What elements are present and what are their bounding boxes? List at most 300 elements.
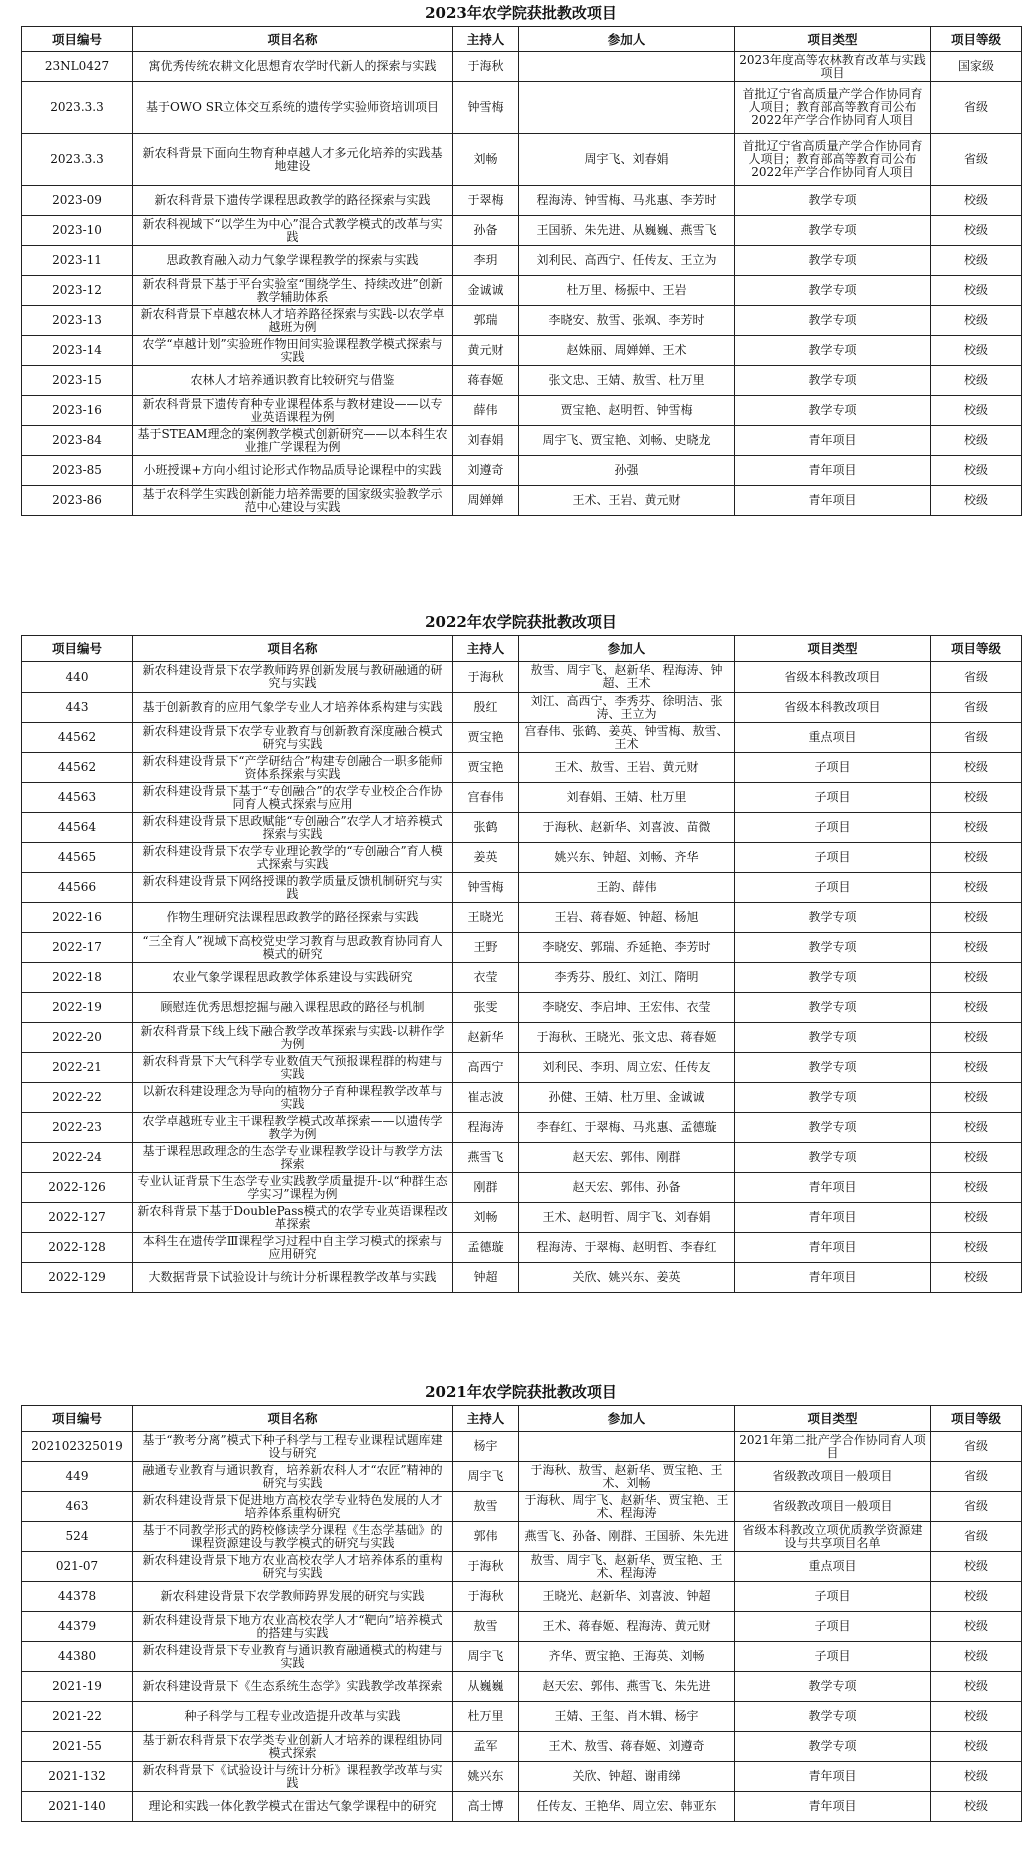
cell-project-type: 青年项目 — [735, 1203, 931, 1233]
cell-project-name: 新农科背景下线上线下融合教学改革探索与实践-以耕作学为例 — [133, 1023, 453, 1053]
cell-project-name: 农业气象学课程思政教学体系建设与实践研究 — [133, 963, 453, 993]
cell-participants: 程海涛、钟雪梅、马兆惠、李芳时 — [519, 186, 735, 216]
cell-project-level: 校级 — [931, 1792, 1022, 1822]
table-row — [22, 1143, 1022, 1173]
cell-project-name: 大数据背景下试验设计与统计分析课程教学改革与实践 — [133, 1263, 453, 1293]
table-row — [22, 246, 1022, 276]
cell-project-type: 省级本科教改项目 — [735, 662, 931, 693]
cell-project-name: 新农科建设背景下地方农业高校农学人才“靶向”培养模式的搭建与实践 — [133, 1612, 453, 1642]
cell-participants: 王术、蒋春姬、程海涛、黄元财 — [519, 1612, 735, 1642]
cell-participants: 王国骄、朱先进、从巍巍、燕雪飞 — [519, 216, 735, 246]
table-row — [22, 1732, 1022, 1762]
header-cell: 项目类型 — [735, 1406, 931, 1432]
cell-project-level: 省级 — [931, 1432, 1022, 1462]
cell-project-type: 2023年度高等农林教育改革与实践项目 — [735, 52, 931, 82]
table-row — [22, 486, 1022, 516]
cell-project-name: 农学“卓越计划”实验班作物田间实验课程教学模式探索与实践 — [133, 336, 453, 366]
cell-project-type: 教学专项 — [735, 1672, 931, 1702]
cell-project-level: 校级 — [931, 1672, 1022, 1702]
cell-project-name: 基于创新教育的应用气象学专业人才培养体系构建与实践 — [133, 693, 453, 723]
cell-project-type: 重点项目 — [735, 1552, 931, 1582]
cell-participants: 孙健、王婧、杜万里、金诚诚 — [519, 1083, 735, 1113]
cell-project-id: 2021-55 — [22, 1732, 133, 1762]
cell-participants: 姚兴东、钟超、刘畅、齐华 — [519, 843, 735, 873]
cell-project-id: 2023-10 — [22, 216, 133, 246]
cell-host: 周宇飞 — [453, 1642, 519, 1672]
cell-project-name: 新农科建设背景下促进地方高校农学专业特色发展的人才培养体系重构研究 — [133, 1492, 453, 1522]
cell-project-type: 教学专项 — [735, 246, 931, 276]
cell-participants: 王术、赵明哲、周宇飞、刘春娟 — [519, 1203, 735, 1233]
section-title: 2021年农学院获批教改项目 — [425, 1383, 617, 1401]
cell-project-id: 2022-129 — [22, 1263, 133, 1293]
cell-participants: 刘春娟、王婧、杜万里 — [519, 783, 735, 813]
cell-project-name: 新农科建设背景下网络授课的教学质量反馈机制研究与实践 — [133, 873, 453, 903]
cell-project-id: 2022-18 — [22, 963, 133, 993]
cell-project-id: 2022-20 — [22, 1023, 133, 1053]
cell-project-name: 本科生在遗传学Ⅲ课程学习过程中自主学习模式的探索与应用研究 — [133, 1233, 453, 1263]
table-row — [22, 1083, 1022, 1113]
table-row — [22, 1522, 1022, 1552]
table-row — [22, 1233, 1022, 1263]
cell-participants: 任传友、王艳华、周立宏、韩亚东 — [519, 1792, 735, 1822]
cell-project-level: 校级 — [931, 783, 1022, 813]
cell-project-name: 新农科背景下《试验设计与统计分析》课程教学改革与实践 — [133, 1762, 453, 1792]
cell-project-type: 省级本科教改立项优质教学资源建设与共享项目名单 — [735, 1522, 931, 1552]
table-row — [22, 52, 1022, 82]
cell-participants: 李晓安、李启坤、王宏伟、衣莹 — [519, 993, 735, 1023]
cell-project-type: 子项目 — [735, 1612, 931, 1642]
cell-project-id: 2023-16 — [22, 396, 133, 426]
cell-project-level: 校级 — [931, 993, 1022, 1023]
cell-participants: 王术、敖雪、王岩、黄元财 — [519, 753, 735, 783]
cell-host: 王野 — [453, 933, 519, 963]
cell-host: 张鹤 — [453, 813, 519, 843]
cell-host: 于翠梅 — [453, 186, 519, 216]
cell-project-name: 基于新农科背景下农学类专业创新人才培养的课程组协同模式探索 — [133, 1732, 453, 1762]
cell-project-name: 思政教育融入动力气象学课程教学的探索与实践 — [133, 246, 453, 276]
table-row — [22, 1642, 1022, 1672]
cell-project-name: 基于不同教学形式的跨校修读学分课程《生态学基础》的课程资源建设与教学模式的研究与实践 — [133, 1522, 453, 1552]
cell-project-name: 新农科建设背景下农学专业教育与创新教育深度融合模式研究与实践 — [133, 723, 453, 753]
cell-host: 蒋春姬 — [453, 366, 519, 396]
table-row — [22, 1552, 1022, 1582]
cell-project-type: 教学专项 — [735, 903, 931, 933]
cell-project-level: 校级 — [931, 276, 1022, 306]
cell-participants: 于海秋、王晓光、张文忠、蒋春姬 — [519, 1023, 735, 1053]
cell-project-id: 2023-13 — [22, 306, 133, 336]
cell-participants: 王婧、王玺、肖木辑、杨宇 — [519, 1702, 735, 1732]
table-row — [22, 693, 1022, 723]
cell-project-name: 新农科建设背景下农学专业理论教学的“专创融合”育人模式探索与实践 — [133, 843, 453, 873]
table-row — [22, 963, 1022, 993]
cell-host: 钟雪梅 — [453, 873, 519, 903]
cell-project-level: 校级 — [931, 186, 1022, 216]
cell-host: 黄元财 — [453, 336, 519, 366]
cell-project-id: 2022-23 — [22, 1113, 133, 1143]
cell-project-name: 新农科背景下基于平台实验室“围绕学生、持续改进”创新教学辅助体系 — [133, 276, 453, 306]
table-row — [22, 1492, 1022, 1522]
cell-project-level: 校级 — [931, 396, 1022, 426]
cell-project-id: 2023-84 — [22, 426, 133, 456]
table-row — [22, 843, 1022, 873]
cell-host: 刘畅 — [453, 134, 519, 186]
cell-project-type: 教学专项 — [735, 933, 931, 963]
cell-project-name: 基于“教考分离”模式下种子科学与工程专业课程试题库建设与研究 — [133, 1432, 453, 1462]
section-title: 2022年农学院获批教改项目 — [425, 613, 617, 631]
cell-project-level: 校级 — [931, 963, 1022, 993]
cell-project-level: 校级 — [931, 1083, 1022, 1113]
cell-project-id: 021-07 — [22, 1552, 133, 1582]
header-cell: 项目等级 — [931, 636, 1022, 662]
cell-project-type: 省级教改项目一般项目 — [735, 1462, 931, 1492]
cell-project-type: 教学专项 — [735, 336, 931, 366]
cell-participants: 贾宝艳、赵明哲、钟雪梅 — [519, 396, 735, 426]
cell-host: 周婵婵 — [453, 486, 519, 516]
cell-project-level: 省级 — [931, 662, 1022, 693]
cell-participants: 王术、王岩、黄元财 — [519, 486, 735, 516]
table-row — [22, 753, 1022, 783]
header-cell: 主持人 — [453, 1406, 519, 1432]
cell-project-type: 教学专项 — [735, 216, 931, 246]
cell-host: 程海涛 — [453, 1113, 519, 1143]
cell-project-name: 农学卓越班专业主干课程教学模式改革探索——以遗传学教学为例 — [133, 1113, 453, 1143]
cell-project-name: 种子科学与工程专业改造提升改革与实践 — [133, 1702, 453, 1732]
table-row — [22, 456, 1022, 486]
cell-project-id: 463 — [22, 1492, 133, 1522]
cell-participants: 关欣、姚兴东、姜英 — [519, 1263, 735, 1293]
cell-project-name: 基于STEAM理念的案例教学模式创新研究——以本科生农业推广学课程为例 — [133, 426, 453, 456]
cell-host: 李玥 — [453, 246, 519, 276]
cell-project-name: 新农科建设背景下《生态系统生态学》实践教学改革探索 — [133, 1672, 453, 1702]
cell-project-type: 教学专项 — [735, 1113, 931, 1143]
cell-participants: 敖雪、周宇飞、赵新华、程海涛、钟超、王术 — [519, 662, 735, 693]
cell-participants: 于海秋、周宇飞、赵新华、贾宝艳、王术、程海涛 — [519, 1492, 735, 1522]
cell-project-name: 新农科建设背景下农学教师跨界创新发展与教研融通的研究与实践 — [133, 662, 453, 693]
cell-project-id: 2023-09 — [22, 186, 133, 216]
cell-project-type: 教学专项 — [735, 396, 931, 426]
cell-project-name: 新农科建设背景下“产学研结合”构建专创融合一职多能师资体系探索与实践 — [133, 753, 453, 783]
header-cell: 项目编号 — [22, 1406, 133, 1432]
cell-host: 刚群 — [453, 1173, 519, 1203]
cell-participants: 李春红、于翠梅、马兆惠、孟德璇 — [519, 1113, 735, 1143]
cell-host: 贾宝艳 — [453, 753, 519, 783]
cell-participants: 周宇飞、贾宝艳、刘畅、史晓龙 — [519, 426, 735, 456]
cell-project-level: 校级 — [931, 456, 1022, 486]
cell-project-level: 省级 — [931, 134, 1022, 186]
cell-participants: 于海秋、敖雪、赵新华、贾宝艳、王术、刘畅 — [519, 1462, 735, 1492]
cell-project-type: 子项目 — [735, 753, 931, 783]
table-row — [22, 396, 1022, 426]
cell-host: 姜英 — [453, 843, 519, 873]
cell-host: 高士博 — [453, 1792, 519, 1822]
cell-participants: 张文忠、王婧、敖雪、杜万里 — [519, 366, 735, 396]
cell-host: 燕雪飞 — [453, 1143, 519, 1173]
header-cell: 参加人 — [519, 1406, 735, 1432]
cell-project-type: 教学专项 — [735, 1053, 931, 1083]
cell-project-id: 2023-85 — [22, 456, 133, 486]
cell-project-id: 2022-17 — [22, 933, 133, 963]
projects-table — [21, 26, 1022, 516]
section-2022 — [21, 609, 1021, 1293]
cell-project-level: 校级 — [931, 1233, 1022, 1263]
cell-host: 金诚诚 — [453, 276, 519, 306]
table-row — [22, 813, 1022, 843]
table-row — [22, 366, 1022, 396]
cell-project-id: 443 — [22, 693, 133, 723]
cell-project-level: 校级 — [931, 216, 1022, 246]
cell-project-name: 新农科建设背景下地方农业高校农学人才培养体系的重构研究与实践 — [133, 1552, 453, 1582]
section-title: 2023年农学院获批教改项目 — [425, 4, 617, 22]
cell-project-name: 新农科建设背景下农学教师跨界发展的研究与实践 — [133, 1582, 453, 1612]
cell-project-level: 校级 — [931, 426, 1022, 456]
table-row — [22, 426, 1022, 456]
cell-project-id: 2022-22 — [22, 1083, 133, 1113]
cell-project-type: 青年项目 — [735, 1173, 931, 1203]
header-cell: 项目名称 — [133, 1406, 453, 1432]
header-cell: 参加人 — [519, 27, 735, 52]
cell-host: 郭伟 — [453, 1522, 519, 1552]
cell-project-name: 顾慰连优秀思想挖掘与融入课程思政的路径与机制 — [133, 993, 453, 1023]
table-row — [22, 336, 1022, 366]
cell-project-name: 基于OWO SR立体交互系统的遗传学实验师资培训项目 — [133, 82, 453, 134]
cell-host: 于海秋 — [453, 1552, 519, 1582]
cell-project-id: 524 — [22, 1522, 133, 1552]
cell-project-name: 作物生理研究法课程思政教学的路径探索与实践 — [133, 903, 453, 933]
header-cell: 参加人 — [519, 636, 735, 662]
cell-host: 从巍巍 — [453, 1672, 519, 1702]
cell-participants: 王岩、蒋春姬、钟超、杨旭 — [519, 903, 735, 933]
cell-participants: 李晓安、郭瑞、乔延艳、李芳时 — [519, 933, 735, 963]
cell-project-type: 青年项目 — [735, 1233, 931, 1263]
section-2023 — [21, 0, 1021, 516]
cell-project-type: 子项目 — [735, 1582, 931, 1612]
cell-project-level: 校级 — [931, 903, 1022, 933]
cell-participants — [519, 52, 735, 82]
cell-project-level: 校级 — [931, 813, 1022, 843]
cell-host: 孟军 — [453, 1732, 519, 1762]
cell-host: 高西宁 — [453, 1053, 519, 1083]
cell-project-level: 校级 — [931, 1552, 1022, 1582]
cell-project-id: 2022-127 — [22, 1203, 133, 1233]
projects-table — [21, 635, 1022, 1293]
cell-project-level: 校级 — [931, 1203, 1022, 1233]
cell-project-level: 校级 — [931, 1762, 1022, 1792]
cell-participants: 宫春伟、张鹤、姜英、钟雪梅、敖雪、王术 — [519, 723, 735, 753]
table-row — [22, 82, 1022, 134]
cell-project-name: 新农科背景下遗传育种专业课程体系与教材建设——以专业英语课程为例 — [133, 396, 453, 426]
cell-project-id: 44566 — [22, 873, 133, 903]
cell-participants: 敖雪、周宇飞、赵新华、贾宝艳、王术、程海涛 — [519, 1552, 735, 1582]
cell-project-id: 2023.3.3 — [22, 82, 133, 134]
cell-host: 周宇飞 — [453, 1462, 519, 1492]
cell-project-id: 44565 — [22, 843, 133, 873]
cell-project-level: 校级 — [931, 1113, 1022, 1143]
table-row — [22, 216, 1022, 246]
cell-host: 贾宝艳 — [453, 723, 519, 753]
cell-project-level: 省级 — [931, 1492, 1022, 1522]
table-row — [22, 1113, 1022, 1143]
cell-project-level: 校级 — [931, 1702, 1022, 1732]
cell-project-id: 2022-19 — [22, 993, 133, 1023]
table-row — [22, 1612, 1022, 1642]
cell-project-type: 教学专项 — [735, 306, 931, 336]
cell-participants: 刘江、高西宁、李秀芬、徐明洁、张涛、王立为 — [519, 693, 735, 723]
table-row — [22, 933, 1022, 963]
cell-project-name: 理论和实践一体化教学模式在雷达气象学课程中的研究 — [133, 1792, 453, 1822]
cell-host: 殷红 — [453, 693, 519, 723]
cell-project-level: 国家级 — [931, 52, 1022, 82]
cell-project-level: 省级 — [931, 1522, 1022, 1552]
cell-project-level: 校级 — [931, 486, 1022, 516]
table-row — [22, 903, 1022, 933]
cell-project-type: 首批辽宁省高质量产学合作协同育人项目；教育部高等教育司公布2022年产学合作协同育人项目 — [735, 82, 931, 134]
cell-project-type: 教学专项 — [735, 1732, 931, 1762]
cell-project-id: 44562 — [22, 723, 133, 753]
cell-project-id: 440 — [22, 662, 133, 693]
table-header-row — [22, 636, 1022, 662]
cell-project-type: 首批辽宁省高质量产学合作协同育人项目；教育部高等教育司公布2022年产学合作协同育人项目 — [735, 134, 931, 186]
cell-project-level: 校级 — [931, 1143, 1022, 1173]
cell-project-type: 2021年第二批产学合作协同育人项目 — [735, 1432, 931, 1462]
cell-host: 孟德璇 — [453, 1233, 519, 1263]
cell-host: 于海秋 — [453, 662, 519, 693]
cell-project-name: “三全育人”视域下高校党史学习教育与思政教育协同育人模式的研究 — [133, 933, 453, 963]
cell-project-type: 子项目 — [735, 1642, 931, 1672]
cell-participants: 李晓安、敖雪、张飒、李芳时 — [519, 306, 735, 336]
cell-project-type: 教学专项 — [735, 1143, 931, 1173]
table-row — [22, 873, 1022, 903]
cell-project-level: 校级 — [931, 1173, 1022, 1203]
cell-participants: 李秀芬、殷红、刘江、隋明 — [519, 963, 735, 993]
cell-project-level: 校级 — [931, 1642, 1022, 1672]
cell-host: 刘畅 — [453, 1203, 519, 1233]
cell-participants: 齐华、贾宝艳、王海英、刘畅 — [519, 1642, 735, 1672]
cell-project-name: 新农科背景下卓越农林人才培养路径探索与实践-以农学卓越班为例 — [133, 306, 453, 336]
cell-project-type: 青年项目 — [735, 486, 931, 516]
table-row — [22, 134, 1022, 186]
table-row — [22, 1173, 1022, 1203]
cell-project-name: 农林人才培养通识教育比较研究与借鉴 — [133, 366, 453, 396]
cell-project-id: 2023.3.3 — [22, 134, 133, 186]
cell-project-name: 新农科建设背景下专业教育与通识教育融通模式的构建与实践 — [133, 1642, 453, 1672]
cell-participants — [519, 1432, 735, 1462]
cell-project-name: 基于课程思政理念的生态学专业课程教学设计与教学方法探索 — [133, 1143, 453, 1173]
cell-project-type: 教学专项 — [735, 993, 931, 1023]
header-cell: 项目等级 — [931, 1406, 1022, 1432]
table-row — [22, 1263, 1022, 1293]
cell-participants: 王晓光、赵新华、刘喜波、钟超 — [519, 1582, 735, 1612]
table-row — [22, 1023, 1022, 1053]
header-cell: 主持人 — [453, 636, 519, 662]
cell-project-name: 新农科背景下大气科学专业数值天气预报课程群的构建与实践 — [133, 1053, 453, 1083]
cell-project-id: 2021-19 — [22, 1672, 133, 1702]
cell-project-type: 子项目 — [735, 843, 931, 873]
table-row — [22, 1053, 1022, 1083]
cell-host: 钟雪梅 — [453, 82, 519, 134]
cell-project-level: 校级 — [931, 933, 1022, 963]
header-cell: 主持人 — [453, 27, 519, 52]
cell-participants: 赵天宏、郭伟、刚群 — [519, 1143, 735, 1173]
cell-host: 钟超 — [453, 1263, 519, 1293]
cell-host: 孙备 — [453, 216, 519, 246]
cell-project-level: 省级 — [931, 1462, 1022, 1492]
cell-participants: 赵天宏、郭伟、孙备 — [519, 1173, 735, 1203]
cell-project-level: 校级 — [931, 1023, 1022, 1053]
cell-project-name: 新农科建设背景下基于“专创融合”的农学专业校企合作协同育人模式探索与应用 — [133, 783, 453, 813]
cell-host: 薛伟 — [453, 396, 519, 426]
cell-host: 敖雪 — [453, 1492, 519, 1522]
cell-project-id: 2021-22 — [22, 1702, 133, 1732]
cell-project-id: 44379 — [22, 1612, 133, 1642]
cell-project-level: 省级 — [931, 723, 1022, 753]
cell-project-name: 新农科视域下“以学生为中心”混合式教学模式的改革与实践 — [133, 216, 453, 246]
cell-project-level: 省级 — [931, 82, 1022, 134]
table-row — [22, 1672, 1022, 1702]
cell-host: 衣莹 — [453, 963, 519, 993]
cell-project-type: 教学专项 — [735, 366, 931, 396]
cell-project-name: 小班授课+方向小组讨论形式作物品质导论课程中的实践 — [133, 456, 453, 486]
cell-project-name: 新农科背景下基于DoublePass模式的农学专业英语课程改革探索 — [133, 1203, 453, 1233]
cell-project-type: 教学专项 — [735, 1702, 931, 1732]
cell-project-id: 2021-140 — [22, 1792, 133, 1822]
cell-host: 崔志波 — [453, 1083, 519, 1113]
cell-project-level: 校级 — [931, 366, 1022, 396]
table-row — [22, 1792, 1022, 1822]
cell-project-id: 2022-21 — [22, 1053, 133, 1083]
cell-host: 敖雪 — [453, 1612, 519, 1642]
cell-project-type: 教学专项 — [735, 276, 931, 306]
cell-project-id: 44563 — [22, 783, 133, 813]
cell-project-type: 青年项目 — [735, 1792, 931, 1822]
cell-project-name: 寓优秀传统农耕文化思想育农学时代新人的探索与实践 — [133, 52, 453, 82]
cell-project-type: 省级本科教改项目 — [735, 693, 931, 723]
cell-project-level: 校级 — [931, 306, 1022, 336]
cell-project-name: 专业认证背景下生态学专业实践教学质量提升-以“种群生态学实习”课程为例 — [133, 1173, 453, 1203]
cell-participants: 刘利民、高西宁、任传友、王立为 — [519, 246, 735, 276]
cell-project-type: 教学专项 — [735, 186, 931, 216]
table-row — [22, 306, 1022, 336]
cell-project-id: 44378 — [22, 1582, 133, 1612]
cell-project-level: 校级 — [931, 1053, 1022, 1083]
cell-participants: 燕雪飞、孙备、刚群、王国骄、朱先进 — [519, 1522, 735, 1552]
cell-host: 张雯 — [453, 993, 519, 1023]
cell-project-id: 449 — [22, 1462, 133, 1492]
cell-participants — [519, 82, 735, 134]
cell-participants: 孙强 — [519, 456, 735, 486]
cell-project-name: 融通专业教育与通识教育，培养新农科人才“农匠”精神的研究与实践 — [133, 1462, 453, 1492]
cell-host: 于海秋 — [453, 1582, 519, 1612]
cell-project-id: 44562 — [22, 753, 133, 783]
cell-participants: 王术、敖雪、蒋春姬、刘遵奇 — [519, 1732, 735, 1762]
cell-host: 郭瑞 — [453, 306, 519, 336]
cell-participants: 王韵、薛伟 — [519, 873, 735, 903]
table-row — [22, 1432, 1022, 1462]
cell-project-id: 2022-24 — [22, 1143, 133, 1173]
cell-project-level: 校级 — [931, 843, 1022, 873]
cell-project-level: 校级 — [931, 1263, 1022, 1293]
cell-participants: 刘利民、李玥、周立宏、任传友 — [519, 1053, 735, 1083]
cell-project-level: 校级 — [931, 1582, 1022, 1612]
cell-project-id: 44564 — [22, 813, 133, 843]
cell-host: 杨宇 — [453, 1432, 519, 1462]
header-cell: 项目名称 — [133, 27, 453, 52]
table-row — [22, 1702, 1022, 1732]
cell-project-type: 省级教改项目一般项目 — [735, 1492, 931, 1522]
header-cell: 项目类型 — [735, 636, 931, 662]
table-row — [22, 1462, 1022, 1492]
table-row — [22, 186, 1022, 216]
table-row — [22, 993, 1022, 1023]
